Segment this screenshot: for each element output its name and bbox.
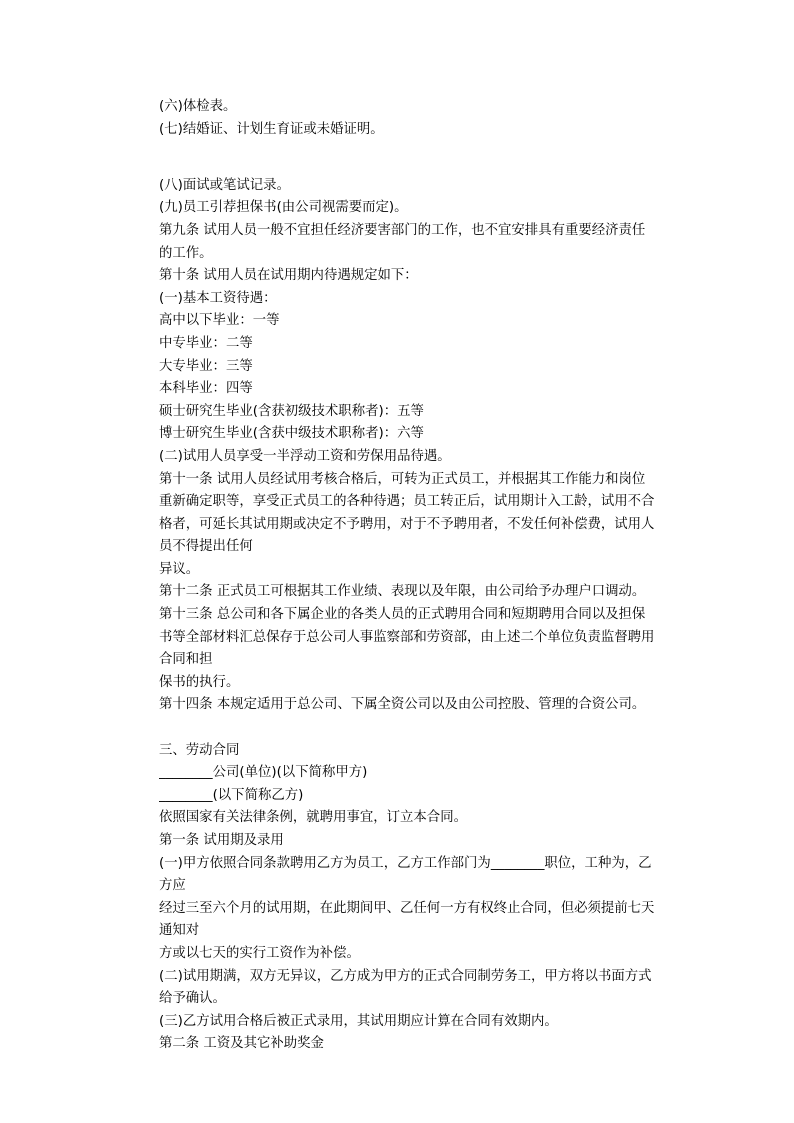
text-line: 异议。 xyxy=(159,561,200,577)
blank-gap xyxy=(159,141,679,164)
text-line: 书等全部材料汇总保存于总公司人事监察部和劳资部，由上述二个单位负责监督聘用 xyxy=(159,629,655,645)
text-line: 经过三至六个月的试用期，在此期间甲、乙任何一方有权终止合同，但必须提前七天 xyxy=(159,900,655,916)
text-line: (三)乙方试用合格后被正式录用，其试用期应计算在合同有效期内。 xyxy=(159,1013,558,1029)
text-line: (二)试用期满，双方无异议，乙方成为甲方的正式合同制劳务工，甲方将以书面方式 xyxy=(159,968,652,984)
text-line: ________公司(单位)(以下简称甲方) xyxy=(159,765,368,781)
text-line: 博士研究生毕业(含获中级技术职称者)：六等 xyxy=(159,426,424,442)
text-line: 员不得提出任何 xyxy=(159,539,253,555)
text-line: 第十条 试用人员在试用期内待遇规定如下： xyxy=(159,268,418,284)
text-line: 合同和担 xyxy=(159,652,213,668)
text-line: 第十四条 本规定适用于总公司、下属全资公司以及由公司控股、管理的合资公司。 xyxy=(159,697,646,713)
text-line: 本科毕业：四等 xyxy=(159,381,253,397)
paragraph-group-a xyxy=(159,96,679,141)
text-line: 方应 xyxy=(159,878,186,894)
text-line: 给予确认。 xyxy=(159,991,226,1007)
text-line: (一)甲方依照合同条款聘用乙方为员工，乙方工作部门为________职位，工种为，乙 xyxy=(159,855,652,871)
text-line: 高中以下毕业：一等 xyxy=(159,313,280,329)
text-line: 硕士研究生毕业(含获初级技术职称者)：五等 xyxy=(159,403,424,419)
text-line: 的工作。 xyxy=(159,245,213,261)
text-line: 第一条 试用期及录用 xyxy=(159,833,284,848)
blank-gap xyxy=(159,717,679,740)
text-line: 格者，可延长其试用期或决定不予聘用，对于不予聘用者，不发任何补偿费，试用人 xyxy=(159,516,655,532)
text-line: (一)基本工资待遇： xyxy=(159,290,277,306)
text-line: 大专毕业：三等 xyxy=(159,358,253,374)
text-line: 第九条 试用人员一般不宜担任经济要害部门的工作，也不宜安排具有重要经济责任 xyxy=(159,222,646,238)
paragraph-group-b xyxy=(159,175,679,717)
text-line: (七)结婚证、计划生育证或未婚证明。 xyxy=(159,121,384,137)
text-line: ________(以下简称乙方) xyxy=(159,787,304,803)
text-line: 方或以七天的实行工资作为补偿。 xyxy=(159,945,360,961)
text-line: 保书的执行。 xyxy=(159,674,240,690)
text-line: 依照国家有关法律条例，就聘用事宜，订立本合同。 xyxy=(159,810,467,826)
text-line: (八)面试或笔试记录。 xyxy=(159,177,290,193)
blank-gap xyxy=(159,164,679,175)
text-line: 中专毕业：二等 xyxy=(159,335,253,351)
text-line: 重新确定职等，享受正式员工的各种待遇；员工转正后，试用期计入工龄，试用不合 xyxy=(159,494,655,510)
paragraph-group-c xyxy=(159,740,679,1056)
text-line: 第十三条 总公司和各下属企业的各类人员的正式聘用合同和短期聘用合同以及担保 xyxy=(159,607,646,623)
text-line: 第十一条 试用人员经试用考核合格后，可转为正式员工，并根据其工作能力和岗位 xyxy=(159,471,646,487)
text-line: (二)试用人员享受一半浮动工资和劳保用品待遇。 xyxy=(159,448,451,464)
text-line: (九)员工引荐担保书(由公司视需要而定)。 xyxy=(159,200,408,216)
text-line: 通知对 xyxy=(159,923,200,939)
text-line: 第二条 工资及其它补助奖金 xyxy=(159,1036,324,1052)
text-line: 第十二条 正式员工可根据其工作业绩、表现以及年限，由公司给予办理户口调动。 xyxy=(159,584,646,600)
text-line: (六)体检表。 xyxy=(159,99,237,114)
document-page xyxy=(159,96,679,1056)
section-heading: 三、劳动合同 xyxy=(159,742,240,758)
